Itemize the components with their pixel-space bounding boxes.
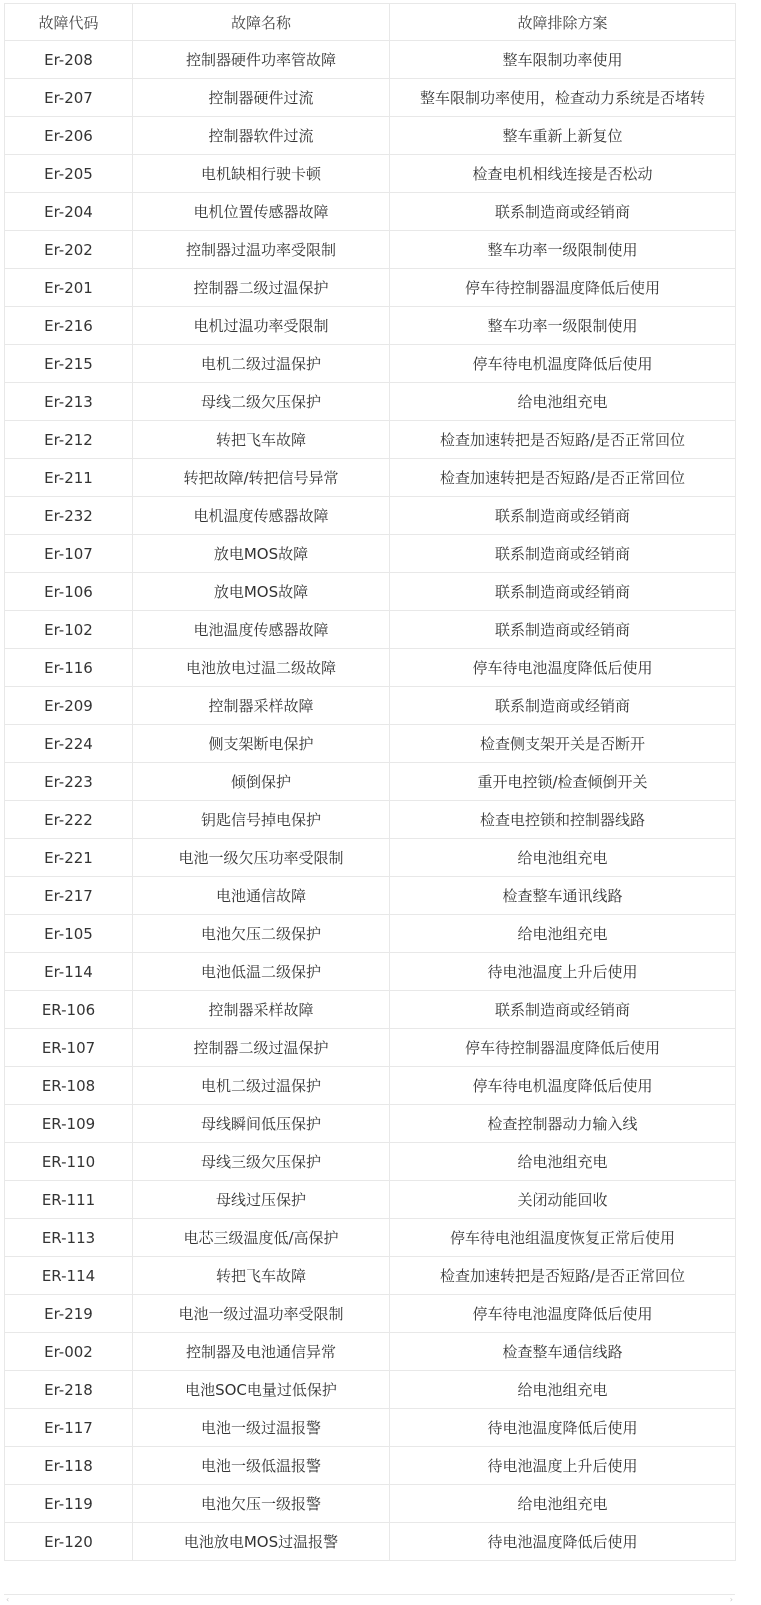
- cell-fault-code: Er-217: [5, 877, 133, 915]
- cell-fault-code: ER-106: [5, 991, 133, 1029]
- cell-fault-code: Er-202: [5, 231, 133, 269]
- cell-fault-name: 控制器二级过温保护: [133, 1029, 390, 1067]
- cell-troubleshooting: 检查加速转把是否短路/是否正常回位: [390, 421, 736, 459]
- cell-fault-code: Er-209: [5, 687, 133, 725]
- cell-fault-code: ER-110: [5, 1143, 133, 1181]
- cell-troubleshooting: 联系制造商或经销商: [390, 193, 736, 231]
- cell-fault-name: 放电MOS故障: [133, 573, 390, 611]
- cell-fault-code: Er-207: [5, 79, 133, 117]
- table-row: [5, 1257, 736, 1295]
- cell-fault-code: Er-222: [5, 801, 133, 839]
- table-row: [5, 649, 736, 687]
- cell-fault-code: Er-215: [5, 345, 133, 383]
- cell-fault-code: Er-204: [5, 193, 133, 231]
- cell-fault-name: 电池通信故障: [133, 877, 390, 915]
- table-row: [5, 193, 736, 231]
- cell-troubleshooting: 检查整车通信线路: [390, 1333, 736, 1371]
- cell-fault-code: Er-213: [5, 383, 133, 421]
- cell-troubleshooting: 停车待电池组温度恢复正常后使用: [390, 1219, 736, 1257]
- cell-troubleshooting: 给电池组充电: [390, 1143, 736, 1181]
- cell-fault-name: 电池放电过温二级故障: [133, 649, 390, 687]
- cell-fault-name: 转把飞车故障: [133, 1257, 390, 1295]
- cell-fault-code: Er-216: [5, 307, 133, 345]
- cell-fault-name: 控制器硬件过流: [133, 79, 390, 117]
- cell-troubleshooting: 联系制造商或经销商: [390, 687, 736, 725]
- cell-fault-name: 母线三级欠压保护: [133, 1143, 390, 1181]
- cell-troubleshooting: 待电池温度降低后使用: [390, 1409, 736, 1447]
- table-row: [5, 1485, 736, 1523]
- cell-fault-code: Er-211: [5, 459, 133, 497]
- table-row: [5, 269, 736, 307]
- cell-fault-name: 转把故障/转把信号异常: [133, 459, 390, 497]
- cell-fault-code: ER-109: [5, 1105, 133, 1143]
- cell-troubleshooting: 关闭动能回收: [390, 1181, 736, 1219]
- cell-fault-name: 控制器二级过温保护: [133, 269, 390, 307]
- cell-troubleshooting: 给电池组充电: [390, 839, 736, 877]
- table-row: [5, 915, 736, 953]
- cell-fault-name: 电机缺相行驶卡顿: [133, 155, 390, 193]
- cell-troubleshooting: 联系制造商或经销商: [390, 497, 736, 535]
- table-row: [5, 1029, 736, 1067]
- table-row: [5, 1105, 736, 1143]
- header-fault-code: 故障代码: [5, 4, 133, 41]
- cell-troubleshooting: 检查整车通讯线路: [390, 877, 736, 915]
- cell-fault-name: 电池欠压二级保护: [133, 915, 390, 953]
- cell-fault-code: Er-114: [5, 953, 133, 991]
- table-row: [5, 307, 736, 345]
- cell-troubleshooting: 检查电机相线连接是否松动: [390, 155, 736, 193]
- cell-fault-code: Er-118: [5, 1447, 133, 1485]
- fault-code-table: [4, 3, 736, 1561]
- table-body: [5, 41, 736, 1561]
- cell-troubleshooting: 停车待电机温度降低后使用: [390, 1067, 736, 1105]
- table-row: [5, 725, 736, 763]
- cell-troubleshooting: 给电池组充电: [390, 1371, 736, 1409]
- header-troubleshooting: 故障排除方案: [390, 4, 736, 41]
- cell-fault-code: Er-205: [5, 155, 133, 193]
- table-row: [5, 41, 736, 79]
- cell-fault-name: 控制器及电池通信异常: [133, 1333, 390, 1371]
- cell-fault-name: 倾倒保护: [133, 763, 390, 801]
- cell-fault-code: ER-107: [5, 1029, 133, 1067]
- cell-fault-name: 电池一级低温报警: [133, 1447, 390, 1485]
- table-row: [5, 1409, 736, 1447]
- cell-fault-name: 电池一级过温功率受限制: [133, 1295, 390, 1333]
- table-row: [5, 991, 736, 1029]
- table-row: [5, 801, 736, 839]
- table-row: [5, 687, 736, 725]
- cell-fault-code: Er-116: [5, 649, 133, 687]
- cell-fault-name: 控制器采样故障: [133, 687, 390, 725]
- table-row: [5, 535, 736, 573]
- table-header-row: [5, 4, 736, 41]
- table-row: [5, 1447, 736, 1485]
- cell-fault-name: 控制器软件过流: [133, 117, 390, 155]
- cell-fault-code: Er-218: [5, 1371, 133, 1409]
- cell-troubleshooting: 整车重新上新复位: [390, 117, 736, 155]
- table-row: [5, 1371, 736, 1409]
- table-row: [5, 763, 736, 801]
- cell-fault-code: Er-206: [5, 117, 133, 155]
- cell-troubleshooting: 联系制造商或经销商: [390, 573, 736, 611]
- cell-fault-name: 控制器采样故障: [133, 991, 390, 1029]
- cell-troubleshooting: 检查电控锁和控制器线路: [390, 801, 736, 839]
- table-row: [5, 79, 736, 117]
- cell-fault-code: ER-114: [5, 1257, 133, 1295]
- cell-fault-name: 侧支架断电保护: [133, 725, 390, 763]
- cell-fault-code: Er-208: [5, 41, 133, 79]
- cell-fault-code: Er-002: [5, 1333, 133, 1371]
- cell-troubleshooting: 检查控制器动力输入线: [390, 1105, 736, 1143]
- table-row: [5, 421, 736, 459]
- cell-fault-name: 母线二级欠压保护: [133, 383, 390, 421]
- cell-troubleshooting: 联系制造商或经销商: [390, 611, 736, 649]
- table-row: [5, 877, 736, 915]
- table-row: [5, 1219, 736, 1257]
- table-row: [5, 1181, 736, 1219]
- table-row: [5, 839, 736, 877]
- cell-fault-name: 电池一级过温报警: [133, 1409, 390, 1447]
- cell-fault-name: 电池低温二级保护: [133, 953, 390, 991]
- cell-fault-name: 母线过压保护: [133, 1181, 390, 1219]
- cell-troubleshooting: 重开电控锁/检查倾倒开关: [390, 763, 736, 801]
- cell-troubleshooting: 检查侧支架开关是否断开: [390, 725, 736, 763]
- cell-fault-name: 控制器过温功率受限制: [133, 231, 390, 269]
- cell-fault-code: Er-221: [5, 839, 133, 877]
- cell-troubleshooting: 联系制造商或经销商: [390, 991, 736, 1029]
- table-row: [5, 611, 736, 649]
- cell-troubleshooting: 检查加速转把是否短路/是否正常回位: [390, 459, 736, 497]
- cell-fault-name: 电芯三级温度低/高保护: [133, 1219, 390, 1257]
- cell-troubleshooting: 待电池温度上升后使用: [390, 1447, 736, 1485]
- cell-fault-code: Er-120: [5, 1523, 133, 1561]
- table-row: [5, 459, 736, 497]
- cell-fault-name: 转把飞车故障: [133, 421, 390, 459]
- cell-troubleshooting: 待电池温度上升后使用: [390, 953, 736, 991]
- scroll-right-arrow-icon[interactable]: ›: [729, 1595, 733, 1604]
- cell-troubleshooting: 停车待电池温度降低后使用: [390, 649, 736, 687]
- cell-troubleshooting: 给电池组充电: [390, 383, 736, 421]
- cell-fault-name: 母线瞬间低压保护: [133, 1105, 390, 1143]
- table-row: [5, 345, 736, 383]
- table-row: [5, 1143, 736, 1181]
- cell-troubleshooting: 停车待控制器温度降低后使用: [390, 269, 736, 307]
- cell-troubleshooting: 检查加速转把是否短路/是否正常回位: [390, 1257, 736, 1295]
- table-row: [5, 383, 736, 421]
- cell-fault-name: 电机二级过温保护: [133, 1067, 390, 1105]
- cell-fault-name: 电池SOC电量过低保护: [133, 1371, 390, 1409]
- cell-troubleshooting: 停车待电池温度降低后使用: [390, 1295, 736, 1333]
- horizontal-scrollbar[interactable]: [4, 1594, 735, 1604]
- cell-troubleshooting: 待电池温度降低后使用: [390, 1523, 736, 1561]
- cell-fault-code: Er-102: [5, 611, 133, 649]
- table-row: [5, 1333, 736, 1371]
- cell-fault-name: 电机二级过温保护: [133, 345, 390, 383]
- cell-fault-code: Er-224: [5, 725, 133, 763]
- table-row: [5, 1523, 736, 1561]
- cell-fault-code: Er-232: [5, 497, 133, 535]
- cell-fault-code: ER-108: [5, 1067, 133, 1105]
- cell-fault-code: ER-113: [5, 1219, 133, 1257]
- cell-fault-code: Er-223: [5, 763, 133, 801]
- table-row: [5, 497, 736, 535]
- cell-fault-code: Er-106: [5, 573, 133, 611]
- cell-fault-code: Er-219: [5, 1295, 133, 1333]
- cell-troubleshooting: 给电池组充电: [390, 1485, 736, 1523]
- cell-troubleshooting: 整车功率一级限制使用: [390, 307, 736, 345]
- cell-fault-name: 放电MOS故障: [133, 535, 390, 573]
- cell-troubleshooting: 整车限制功率使用: [390, 41, 736, 79]
- cell-fault-name: 电池欠压一级报警: [133, 1485, 390, 1523]
- cell-troubleshooting: 给电池组充电: [390, 915, 736, 953]
- cell-fault-code: Er-201: [5, 269, 133, 307]
- table-row: [5, 573, 736, 611]
- cell-fault-code: Er-119: [5, 1485, 133, 1523]
- cell-fault-code: Er-107: [5, 535, 133, 573]
- cell-troubleshooting: 停车待电机温度降低后使用: [390, 345, 736, 383]
- cell-troubleshooting: 整车功率一级限制使用: [390, 231, 736, 269]
- table-row: [5, 231, 736, 269]
- table-row: [5, 117, 736, 155]
- scroll-left-arrow-icon[interactable]: ‹: [6, 1595, 10, 1604]
- cell-fault-name: 控制器硬件功率管故障: [133, 41, 390, 79]
- cell-fault-code: ER-111: [5, 1181, 133, 1219]
- cell-fault-name: 电池一级欠压功率受限制: [133, 839, 390, 877]
- cell-fault-name: 钥匙信号掉电保护: [133, 801, 390, 839]
- table-row: [5, 155, 736, 193]
- header-fault-name: 故障名称: [133, 4, 390, 41]
- cell-fault-code: Er-117: [5, 1409, 133, 1447]
- cell-fault-name: 电池温度传感器故障: [133, 611, 390, 649]
- table-row: [5, 953, 736, 991]
- cell-fault-name: 电机位置传感器故障: [133, 193, 390, 231]
- cell-troubleshooting: 停车待控制器温度降低后使用: [390, 1029, 736, 1067]
- cell-fault-code: Er-105: [5, 915, 133, 953]
- cell-fault-name: 电机温度传感器故障: [133, 497, 390, 535]
- cell-fault-name: 电机过温功率受限制: [133, 307, 390, 345]
- cell-troubleshooting: 整车限制功率使用，检查动力系统是否堵转: [390, 79, 736, 117]
- table-row: [5, 1067, 736, 1105]
- cell-fault-name: 电池放电MOS过温报警: [133, 1523, 390, 1561]
- fault-code-table-container: [4, 3, 735, 1561]
- cell-troubleshooting: 联系制造商或经销商: [390, 535, 736, 573]
- table-row: [5, 1295, 736, 1333]
- cell-fault-code: Er-212: [5, 421, 133, 459]
